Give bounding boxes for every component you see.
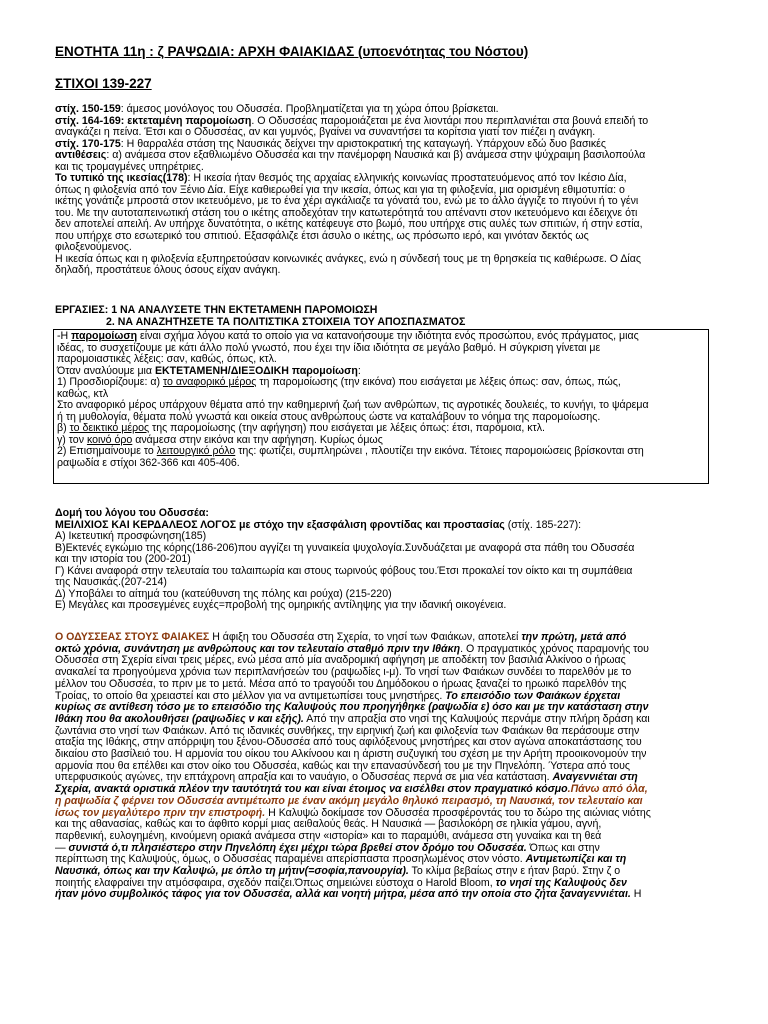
essay-line: η ραψωδία ζ φέρνει τον Οδυσσέα αντιμέτωπο με έναν ακόμη μεγάλο θηλυκό πειρασμό, τη Ναυσικά, τον τελευταίο και bbox=[55, 794, 643, 807]
box-line: καθώς, κτλ bbox=[57, 387, 109, 400]
essay-line: ίσως τον μεγαλύτερο πριν την επιστροφή. Η Καλυψώ δοκίμασε τον Οδυσσέα προσφέροντάς του το δώρο της αιώνιας νιότης bbox=[55, 806, 651, 819]
essay-line: δικαίου στο βασίλειό του. Η αρμονία του οίκου του Αλκίνοου και η άριστη συζυγική του σχέση με την Αρήτη προοικονομούν την bbox=[55, 748, 647, 761]
summary-line: ικέτης γονάτιζε μπροστά στον ικετευόμενο, με το ένα χέρι αγκάλιαζε τα γόνατά του, ενώ με το άλλο άγγιζε το πιγούνι ή το γένι bbox=[55, 195, 639, 207]
tasks-section bbox=[55, 305, 711, 328]
essay-line: αρμονία που θα επέλθει και στον οίκο του Οδυσσέα, καθώς και την επανασύνδεσή του με την Πηνελόπη. Ύστερα από τους bbox=[55, 759, 630, 772]
box-line: 1) Προσδιορίζουμε: α) το αναφορικό μέρος τη παρομοίωσης (την εικόνα) που εισάγεται με λέξεις όπως: σαν, όπως, πώς, bbox=[57, 376, 621, 388]
structure-item: Α) Ικετευτική προσφώνηση(185) bbox=[55, 530, 207, 542]
summary-line: Το τυπικό της ικεσίας(178): Η ικεσία ήταν θεσμός της αρχαίας ελληνικής κοινωνίας προστατευόμενος από τον Ικέσιο Δία, bbox=[55, 172, 627, 184]
summary-line: δηλαδή, προστάτευε όλους όσους είχαν ανάγκη. bbox=[55, 264, 281, 276]
essay-line: ήταν μόνο συμβολικός τάφος για τον Οδυσσέα, αλλά και νοητή μήτρα, μέσα από την οποία στο ζήτα ξαναγεννιέται. Η bbox=[55, 888, 642, 901]
essay-line: περίπτωση της Καλυψούς, όμως, ο Οδυσσέας παραμένει απερίσπαστα προσηλωμένος στον νόστο. Αντιμετωπίζει και τη bbox=[55, 853, 627, 866]
essay-line: αταξία της Ιθάκης, στην απόρριψη του ξένου-Οδυσσέα από τους αφιλόξενους μνηστήρες και στον αγώνα αποκατάστασης του bbox=[55, 736, 642, 749]
speech-structure-section bbox=[55, 508, 711, 612]
summary-section bbox=[55, 104, 711, 277]
page-title: ΕΝΟΤΗΤΑ 11η : ζ ΡΑΨΩΔΙΑ: ΑΡΧΗ ΦΑΙΑΚΙΔΑΣ (υποενότητας του Νόστου) bbox=[55, 44, 529, 59]
box-line: -Η παρομοίωση είναι σχήμα λόγου κατά το οποίο για να κατανοήσουμε την ιδιότητα ενός προσώπου, ενός πράγματος, μιας bbox=[57, 330, 639, 342]
summary-line: στίχ. 170-175: Η θαρραλέα στάση της Ναυσικάς δείχνει την αριστοκρατική της καταγωγή. Υπάρχουν εδώ δυο βασικές bbox=[55, 137, 607, 150]
essay-line: Ιθάκη που θα ακολουθήσει (ραψωδίες ν και εξής). Από την απραξία στο νησί της Καλυψούς περνάμε στην πλήρη δράση και bbox=[55, 712, 650, 725]
structure-line: ΜΕΙΛΙΧΙΟΣ ΚΑΙ ΚΕΡΔΑΛΕΟΣ ΛΟΓΟΣ με στόχο την εξασφάλιση φροντίδας και προστασίας (στίχ. 185-227): bbox=[55, 518, 582, 531]
box-line: ραψωδία ε στίχοι 362-366 και 405-406. bbox=[57, 456, 240, 469]
box-line: ή τη μυθολογία, θέματα πολύ γνωστά και οικεία στους ανθρώπους ώστε να καταλάβουν το νόημα της παρομοίωσης. bbox=[57, 410, 601, 423]
summary-line: όπως η φιλοξενία από τον Ξένιο Δία. Είχε καθιερωθεί για την ικεσία, όπως και για τη φιλοξενία, μια ορισμένη εθιμοτυπία: ο bbox=[55, 183, 625, 196]
essay-line: οκτώ χρόνια, συνάντηση με ανθρώπους και τον τελευταίο σταθμό πριν την Ιθάκη. Ο πραγματικός χρόνος παραμονής του bbox=[55, 642, 649, 655]
box-line: παρομοιαστικές λέξεις: σαν, καθώς, όπως, κτλ. bbox=[57, 353, 277, 365]
box-line: ιδέας, το συσχετίζουμε με κάτι άλλο πολύ γνωστό, που έχει την ίδια ιδιότητα σε μεγάλο βαθμό. Η σύγκριση γίνεται με bbox=[57, 341, 601, 354]
structure-item: της Ναυσικάς.(207-214) bbox=[55, 576, 167, 588]
box-line: Στο αναφορικό μέρος υπάρχουν θέματα από την καθημερινή ζωή των ανθρώπων, τις αγροτικές δουλειές, το κυνήγι, το ψάρεμα bbox=[57, 399, 649, 411]
essay-line: Οδυσσέα στη Σχερία είναι τρεις μέρες, ενώ μέσα από μία αναδρομική αφήγηση με αποδέκτη τον βασιλιά Αλκίνοο ο ήρωας bbox=[55, 654, 626, 667]
box-line: β) το δεικτικό μέρος της παρομοίωσης (την αφήγηση) που εισάγεται με λέξεις όπως: έτσι, παρόμοια, κτλ. bbox=[57, 422, 545, 434]
structure-item: Ε) Μεγάλες και προσεγμένες ευχές=προβολή της ομηρικής αντίληψης για την ιδανική οικογένεια. bbox=[55, 599, 507, 611]
essay-section bbox=[55, 632, 711, 901]
essay-line: ποιητής ελαφραίνει την ατμόσφαιρα, σχεδόν παίζει.Όπως σημειώνει εύστοχα ο Harold Bloom, το νησί της Καλυψούς δεν bbox=[55, 876, 627, 889]
essay-line: παρθενική, ευλογημένη, κινούμενη οριακά ανάμεσα στην «ιστορία» και το παραμύθι, ανάμεσα στη γυναίκα και τη θεά bbox=[55, 829, 602, 842]
essay-line: και της αθανασίας, καθώς και το άφθιτο κορμί μιας αειθαλούς θεάς. Η Ναυσικά — βασιλοκόρη σε ηλικία γάμου, αγνή, bbox=[55, 818, 602, 831]
essay-line: Ναυσικά, όπως και την Καλυψώ, με όπλο τη μήτιν(=σοφία,πανουργία). Το κλίμα βεβαίως στην ε ήταν βαρύ. Στην ζ ο bbox=[55, 865, 621, 878]
structure-item: Γ) Κάνει αναφορά στην τελευταία του ταλαιπωρία και στους τωρινούς φόβους του.Έτσι προκαλεί τον οίκτο και τη συμπάθεια bbox=[55, 564, 633, 577]
essay-line: — συνιστά ό,τι πλησιέστερο στην Πηνελόπη έχει μέχρι τώρα βρεθεί στον δρόμο του Οδυσσέα. Όπως και στην bbox=[55, 841, 600, 854]
box-line: Όταν αναλύουμε μια ΕΚΤΕΤΑΜΕΝΗ/ΔΙΕΞΟΔΙΚΗ παρομοίωση: bbox=[57, 364, 361, 377]
task-1: ΕΡΓΑΣΙΕΣ: 1 ΝΑ ΑΝΑΛΥΣΕΤΕ ΤΗΝ ΕΚΤΕΤΑΜΕΝΗ ΠΑΡΟΜΟΙΩΣΗ bbox=[55, 304, 378, 316]
structure-title: Δομή του λόγου του Οδυσσέα: bbox=[55, 507, 209, 519]
summary-line: φιλοξενούμενος. bbox=[55, 241, 132, 253]
summary-line: Η ικεσία όπως και η φιλοξενία εξυπηρετούσαν κοινωνικές ανάγκες, ενώ η σύνδεσή τους με τη θρησκεία τις καθιέρωσε. Ο Δίας bbox=[55, 252, 641, 265]
summary-line: αντιθέσεις: α) ανάμεσα στον εξαθλιωμένο Οδυσσέα και την πανέμορφη Ναυσικά και β) ανάμεσα στην ψύχραιμη βασιλοπούλα bbox=[55, 149, 646, 161]
summary-line: στίχ. 164-169: εκτεταμένη παρομοίωση. Ο Οδυσσέας παρομοιάζεται με ένα λιοντάρι που περιπλανιέται στα βουνά επειδή το bbox=[55, 114, 649, 127]
summary-line: και τις τρομαγμένες υπηρέτριες. bbox=[55, 160, 204, 173]
essay-line: ζωντάνια στο νησί των Φαιάκων. Από τις ιδανικές συνθήκες, την ειρηνική ζωή και φιλοξενία των Φαιάκων θα περάσουμε στην bbox=[55, 724, 640, 737]
summary-line: αναγκάζει η πείνα. Έτσι και ο Οδυσσέας, αν και γυμνός, βγαίνει να συναντήσει τα κορίτσια γιατί τον πιέζει η ανάγκη. bbox=[55, 126, 596, 138]
simile-box bbox=[53, 329, 709, 484]
structure-item: Δ) Υποβάλει το αίτημά του (κατεύθυνση της πόλης και ρούχα) (215-220) bbox=[55, 587, 392, 600]
essay-line: Σχερία, ανακτά οριστικά πλέον την ταυτότητά του και είναι έτοιμος να εισέλθει στον πραγματικό κόσμο.Πάνω από όλα, bbox=[55, 783, 648, 796]
task-2: 2. ΝΑ ΑΝΑΖΗΤΗΣΕΤΕ ΤΑ ΠΟΛΙΤΙΣΤΙΚΑ ΣΤΟΙΧΕΙΑ ΤΟΥ ΑΠΟΣΠΑΣΜΑΤΟΣ bbox=[106, 315, 466, 328]
summary-line: που υπήρχε στο εσωτερικό του σπιτιού. Εξασφάλιζε έτσι άσυλο ο ικέτης, ως πρόσωπο ιερό, και γινόταν δεκτός ως bbox=[55, 229, 589, 242]
box-line: γ) τον κοινό όρο ανάμεσα στην εικόνα και την αφήγηση. Κυρίως όμως bbox=[57, 433, 383, 446]
essay-line: κυρίως σε αντίθεση τόσο με το επεισόδιο της Καλυψούς που προηγήθηκε (ραψωδία ε) όσο και με την κατάσταση στην bbox=[55, 701, 649, 714]
essay-line: ανακαλεί τα προηγούμενα χρόνια των περιπλανήσεών του (ραψωδίες ι-μ). Το νησί των Φαιάκων συνδέει το παρελθόν με το bbox=[55, 666, 632, 679]
essay-line: μέλλον του Οδυσσέα, το πριν με το μετά. Μέσα από το τραγούδι του Δημόδοκου ο ήρωας ξαναζεί το ηρωικό παρελθόν της bbox=[55, 677, 627, 690]
box-line: 2) Επισημαίνουμε το λειτουργικό ρόλο της: φωτίζει, συμπληρώνει , πλουτίζει την εικόνα. Τέτοιες παρομοιώσεις βρίσκονται στη bbox=[57, 445, 644, 457]
summary-line: δεν αποτελεί απειλή. Αν υπήρχε δυνατότητα, ο ικέτης κατέφευγε στο βωμό, που υπήρχε στις αυλές των σπιτιών, ή στην εστία, bbox=[55, 218, 643, 230]
summary-line: στίχ. 150-159: άμεσος μονόλογος του Οδυσσέα. Προβληματίζεται για τη χώρα όπου βρίσκεται. bbox=[55, 103, 499, 115]
summary-line: του. Με την αυτοταπεινωτική στάση του ο ικέτης αποδεχόταν την κατωτερότητά του απέναντι στον ικετευόμενο και έδειχνε ότι bbox=[55, 206, 638, 219]
essay-line: Τροίας, το οποίο θα χρειαστεί και στο μέλλον για να αντιμετωπίσει τους μνηστήρες. Το επεισόδιο των Φαιάκων έρχεται bbox=[55, 689, 621, 702]
structure-item: και την ιστορία του (200-201) bbox=[55, 553, 191, 565]
structure-item: Β)Εκτενές εγκώμιο της κόρης(186-206)που αγγίζει τη γυναικεία ψυχολογία.Συνδυάζεται με αναφορά στα πάθη του Οδυσσέα bbox=[55, 541, 635, 554]
verses-heading: ΣΤΙΧΟΙ 139-227 bbox=[55, 76, 152, 91]
essay-line: υπερφυσικούς αγώνες, την επτάχρονη απραξία και το ναυάγιο, ο Οδυσσέας περνά σε μια νέα κατάσταση. Αναγεννιέται στη bbox=[55, 771, 638, 784]
essay-line: Ο ΟΔΥΣΣΕΑΣ ΣΤΟΥΣ ΦΑΙΑΚΕΣ Η άφιξη του Οδυσσέα στη Σχερία, το νησί των Φαιάκων, αποτελεί την πρώτη, μετά από bbox=[55, 631, 627, 643]
